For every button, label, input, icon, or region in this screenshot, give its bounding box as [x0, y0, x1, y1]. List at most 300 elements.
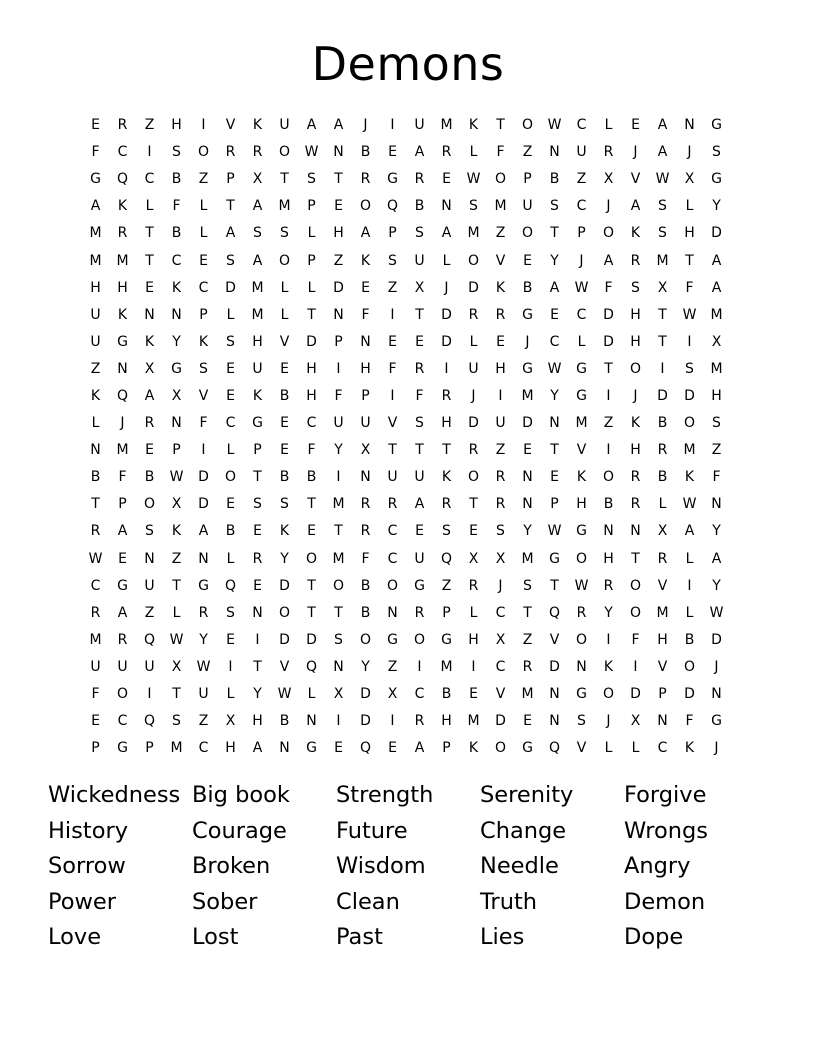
grid-letter[interactable]: D: [522, 415, 533, 432]
grid-letter[interactable]: J: [714, 740, 719, 757]
grid-letter[interactable]: I: [201, 117, 206, 134]
grid-letter[interactable]: R: [495, 306, 506, 323]
grid-letter[interactable]: W: [655, 171, 670, 188]
grid-letter[interactable]: R: [576, 604, 587, 621]
grid-letter[interactable]: N: [144, 550, 155, 567]
grid-letter[interactable]: O: [278, 252, 291, 269]
grid-letter[interactable]: N: [549, 144, 560, 161]
grid-letter[interactable]: X: [468, 550, 479, 567]
grid-letter[interactable]: Q: [386, 198, 399, 215]
grid-letter[interactable]: K: [144, 333, 155, 350]
grid-letter[interactable]: H: [630, 306, 641, 323]
grid-letter[interactable]: N: [198, 550, 209, 567]
grid-letter[interactable]: G: [117, 333, 128, 350]
grid-letter[interactable]: N: [522, 496, 533, 513]
grid-letter[interactable]: I: [390, 713, 395, 730]
grid-letter[interactable]: N: [90, 442, 101, 459]
grid-letter[interactable]: D: [684, 686, 695, 703]
grid-letter[interactable]: I: [336, 469, 341, 486]
grid-letter[interactable]: P: [145, 740, 154, 757]
grid-letter[interactable]: P: [199, 306, 208, 323]
grid-letter[interactable]: B: [549, 171, 560, 188]
grid-letter[interactable]: O: [575, 631, 588, 648]
grid-letter[interactable]: O: [278, 604, 291, 621]
grid-letter[interactable]: E: [361, 279, 370, 296]
grid-letter[interactable]: L: [604, 740, 613, 757]
grid-letter[interactable]: E: [388, 740, 397, 757]
grid-letter[interactable]: Q: [440, 550, 453, 567]
grid-letter[interactable]: A: [414, 144, 425, 161]
grid-letter[interactable]: F: [685, 713, 694, 730]
grid-letter[interactable]: Y: [253, 686, 262, 703]
grid-letter[interactable]: O: [494, 171, 507, 188]
grid-letter[interactable]: L: [442, 252, 451, 269]
grid-letter[interactable]: D: [306, 631, 317, 648]
grid-letter[interactable]: A: [360, 225, 371, 242]
grid-letter[interactable]: D: [279, 631, 290, 648]
grid-letter[interactable]: O: [629, 604, 642, 621]
grid-letter[interactable]: A: [414, 740, 425, 757]
grid-letter[interactable]: F: [334, 387, 343, 404]
grid-letter[interactable]: M: [116, 442, 129, 459]
grid-letter[interactable]: L: [199, 198, 208, 215]
grid-letter[interactable]: I: [201, 442, 206, 459]
grid-letter[interactable]: C: [387, 523, 398, 540]
grid-letter[interactable]: E: [91, 117, 100, 134]
grid-letter[interactable]: F: [307, 442, 316, 459]
grid-letter[interactable]: M: [89, 225, 102, 242]
grid-letter[interactable]: T: [172, 577, 181, 594]
grid-letter[interactable]: D: [198, 469, 209, 486]
grid-letter[interactable]: C: [576, 306, 587, 323]
grid-letter[interactable]: U: [117, 658, 128, 675]
grid-letter[interactable]: X: [144, 360, 155, 377]
grid-letter[interactable]: L: [226, 442, 235, 459]
grid-letter[interactable]: O: [413, 631, 426, 648]
grid-letter[interactable]: X: [414, 279, 425, 296]
grid-letter[interactable]: D: [684, 387, 695, 404]
grid-letter[interactable]: K: [603, 658, 614, 675]
grid-letter[interactable]: M: [89, 252, 102, 269]
grid-letter[interactable]: N: [549, 415, 560, 432]
grid-letter[interactable]: H: [603, 550, 614, 567]
grid-letter[interactable]: A: [252, 198, 263, 215]
grid-letter[interactable]: N: [279, 740, 290, 757]
grid-letter[interactable]: C: [144, 171, 155, 188]
grid-letter[interactable]: O: [629, 577, 642, 594]
grid-letter[interactable]: V: [495, 252, 506, 269]
grid-letter[interactable]: T: [523, 604, 532, 621]
grid-letter[interactable]: X: [333, 686, 344, 703]
grid-letter[interactable]: U: [495, 415, 506, 432]
grid-letter[interactable]: H: [252, 713, 263, 730]
grid-letter[interactable]: G: [711, 117, 722, 134]
grid-letter[interactable]: G: [522, 360, 533, 377]
grid-letter[interactable]: G: [441, 631, 452, 648]
grid-letter[interactable]: R: [252, 550, 263, 567]
grid-letter[interactable]: K: [576, 469, 587, 486]
grid-letter[interactable]: V: [549, 631, 560, 648]
grid-letter[interactable]: I: [336, 713, 341, 730]
grid-letter[interactable]: R: [603, 144, 614, 161]
grid-letter[interactable]: V: [198, 387, 209, 404]
grid-letter[interactable]: V: [576, 740, 587, 757]
grid-letter[interactable]: G: [522, 740, 533, 757]
grid-letter[interactable]: R: [252, 144, 263, 161]
grid-letter[interactable]: T: [442, 442, 451, 459]
grid-letter[interactable]: S: [550, 198, 559, 215]
grid-letter[interactable]: H: [711, 387, 722, 404]
grid-letter[interactable]: H: [171, 117, 182, 134]
grid-letter[interactable]: U: [387, 469, 398, 486]
grid-letter[interactable]: K: [198, 333, 209, 350]
grid-letter[interactable]: L: [469, 144, 478, 161]
grid-letter[interactable]: T: [307, 577, 316, 594]
grid-letter[interactable]: C: [495, 658, 506, 675]
grid-letter[interactable]: H: [252, 333, 263, 350]
grid-letter[interactable]: T: [253, 658, 262, 675]
grid-letter[interactable]: T: [685, 252, 694, 269]
grid-letter[interactable]: O: [521, 225, 534, 242]
grid-letter[interactable]: D: [630, 686, 641, 703]
grid-letter[interactable]: U: [90, 333, 101, 350]
grid-letter[interactable]: E: [388, 144, 397, 161]
grid-letter[interactable]: L: [631, 740, 640, 757]
grid-letter[interactable]: T: [415, 306, 424, 323]
grid-letter[interactable]: J: [606, 713, 611, 730]
grid-letter[interactable]: D: [603, 306, 614, 323]
grid-letter[interactable]: O: [467, 469, 480, 486]
grid-letter[interactable]: J: [687, 144, 692, 161]
grid-letter[interactable]: E: [523, 252, 532, 269]
grid-letter[interactable]: D: [468, 279, 479, 296]
grid-letter[interactable]: N: [576, 658, 587, 675]
grid-letter[interactable]: T: [469, 496, 478, 513]
grid-letter[interactable]: C: [225, 415, 236, 432]
grid-letter[interactable]: V: [225, 117, 236, 134]
grid-letter[interactable]: P: [226, 171, 235, 188]
grid-letter[interactable]: L: [685, 550, 694, 567]
grid-letter[interactable]: Z: [171, 550, 182, 567]
grid-letter[interactable]: M: [710, 360, 723, 377]
grid-letter[interactable]: J: [363, 117, 368, 134]
grid-letter[interactable]: F: [496, 144, 505, 161]
grid-letter[interactable]: L: [280, 279, 289, 296]
grid-letter[interactable]: E: [145, 279, 154, 296]
grid-letter[interactable]: P: [334, 333, 343, 350]
grid-letter[interactable]: N: [360, 469, 371, 486]
grid-letter[interactable]: Q: [305, 658, 318, 675]
grid-letter[interactable]: A: [144, 387, 155, 404]
grid-letter[interactable]: I: [687, 333, 692, 350]
grid-letter[interactable]: G: [387, 171, 398, 188]
grid-letter[interactable]: Q: [548, 604, 561, 621]
grid-letter[interactable]: R: [117, 631, 128, 648]
grid-letter[interactable]: T: [631, 550, 640, 567]
grid-letter[interactable]: B: [90, 469, 101, 486]
grid-letter[interactable]: M: [251, 279, 264, 296]
grid-letter[interactable]: L: [658, 496, 667, 513]
grid-letter[interactable]: L: [307, 225, 316, 242]
grid-letter[interactable]: A: [414, 496, 425, 513]
grid-letter[interactable]: T: [658, 306, 667, 323]
grid-letter[interactable]: U: [144, 577, 155, 594]
grid-letter[interactable]: C: [171, 252, 182, 269]
grid-letter[interactable]: G: [117, 740, 128, 757]
grid-letter[interactable]: K: [117, 306, 128, 323]
grid-letter[interactable]: Z: [522, 631, 533, 648]
grid-letter[interactable]: Z: [603, 415, 614, 432]
grid-letter[interactable]: B: [171, 171, 182, 188]
grid-letter[interactable]: J: [444, 279, 449, 296]
grid-letter[interactable]: C: [117, 713, 128, 730]
grid-letter[interactable]: T: [658, 333, 667, 350]
grid-letter[interactable]: R: [414, 360, 425, 377]
grid-letter[interactable]: M: [332, 496, 345, 513]
grid-letter[interactable]: N: [711, 496, 722, 513]
grid-letter[interactable]: O: [683, 658, 696, 675]
grid-letter[interactable]: M: [251, 306, 264, 323]
grid-letter[interactable]: S: [496, 523, 505, 540]
grid-letter[interactable]: S: [577, 713, 586, 730]
grid-letter[interactable]: E: [307, 523, 316, 540]
grid-letter[interactable]: G: [198, 577, 209, 594]
grid-letter[interactable]: B: [279, 713, 290, 730]
grid-letter[interactable]: N: [333, 144, 344, 161]
grid-letter[interactable]: Z: [198, 171, 209, 188]
grid-letter[interactable]: E: [523, 442, 532, 459]
grid-letter[interactable]: W: [169, 469, 184, 486]
grid-letter[interactable]: A: [684, 523, 695, 540]
grid-letter[interactable]: I: [390, 387, 395, 404]
grid-letter[interactable]: M: [656, 604, 669, 621]
grid-letter[interactable]: I: [336, 360, 341, 377]
grid-letter[interactable]: W: [88, 550, 103, 567]
grid-letter[interactable]: I: [606, 442, 611, 459]
grid-letter[interactable]: M: [278, 198, 291, 215]
grid-letter[interactable]: O: [278, 144, 291, 161]
grid-letter[interactable]: A: [252, 740, 263, 757]
grid-letter[interactable]: K: [171, 279, 182, 296]
grid-letter[interactable]: E: [253, 577, 262, 594]
grid-letter[interactable]: G: [90, 171, 101, 188]
grid-letter[interactable]: I: [390, 117, 395, 134]
grid-letter[interactable]: D: [333, 279, 344, 296]
grid-letter[interactable]: P: [442, 740, 451, 757]
grid-letter[interactable]: X: [171, 658, 182, 675]
grid-letter[interactable]: R: [90, 604, 101, 621]
grid-letter[interactable]: O: [602, 225, 615, 242]
grid-letter[interactable]: R: [198, 604, 209, 621]
grid-letter[interactable]: F: [415, 387, 424, 404]
grid-letter[interactable]: Z: [333, 252, 344, 269]
grid-letter[interactable]: P: [388, 225, 397, 242]
grid-letter[interactable]: F: [172, 198, 181, 215]
grid-letter[interactable]: P: [253, 442, 262, 459]
grid-letter[interactable]: S: [415, 415, 424, 432]
grid-letter[interactable]: E: [550, 469, 559, 486]
grid-letter[interactable]: U: [333, 415, 344, 432]
grid-letter[interactable]: Z: [441, 577, 452, 594]
grid-letter[interactable]: R: [414, 713, 425, 730]
grid-letter[interactable]: U: [90, 658, 101, 675]
grid-letter[interactable]: A: [117, 523, 128, 540]
grid-letter[interactable]: S: [388, 252, 397, 269]
grid-letter[interactable]: T: [334, 604, 343, 621]
grid-letter[interactable]: D: [549, 658, 560, 675]
grid-letter[interactable]: P: [523, 171, 532, 188]
grid-letter[interactable]: F: [685, 279, 694, 296]
grid-letter[interactable]: A: [252, 252, 263, 269]
grid-letter[interactable]: E: [91, 713, 100, 730]
grid-letter[interactable]: H: [441, 713, 452, 730]
grid-letter[interactable]: R: [657, 550, 668, 567]
grid-letter[interactable]: Y: [523, 523, 532, 540]
grid-letter[interactable]: T: [307, 496, 316, 513]
grid-letter[interactable]: K: [630, 225, 641, 242]
grid-letter[interactable]: J: [714, 658, 719, 675]
grid-letter[interactable]: V: [279, 333, 290, 350]
grid-letter[interactable]: E: [334, 740, 343, 757]
grid-letter[interactable]: S: [712, 415, 721, 432]
grid-letter[interactable]: H: [360, 360, 371, 377]
grid-letter[interactable]: L: [199, 225, 208, 242]
grid-letter[interactable]: X: [360, 442, 371, 459]
grid-letter[interactable]: L: [685, 198, 694, 215]
grid-letter[interactable]: O: [521, 117, 534, 134]
grid-letter[interactable]: P: [307, 198, 316, 215]
grid-letter[interactable]: X: [495, 550, 506, 567]
grid-letter[interactable]: G: [414, 577, 425, 594]
grid-letter[interactable]: T: [172, 686, 181, 703]
grid-letter[interactable]: X: [171, 387, 182, 404]
grid-letter[interactable]: S: [253, 225, 262, 242]
grid-letter[interactable]: D: [711, 225, 722, 242]
grid-letter[interactable]: T: [307, 604, 316, 621]
grid-letter[interactable]: N: [333, 306, 344, 323]
grid-letter[interactable]: Z: [495, 442, 506, 459]
grid-letter[interactable]: Q: [143, 713, 156, 730]
grid-letter[interactable]: G: [576, 360, 587, 377]
grid-letter[interactable]: F: [91, 686, 100, 703]
grid-letter[interactable]: R: [468, 306, 479, 323]
grid-letter[interactable]: T: [307, 306, 316, 323]
grid-letter[interactable]: E: [469, 523, 478, 540]
grid-letter[interactable]: E: [415, 333, 424, 350]
grid-letter[interactable]: O: [602, 469, 615, 486]
grid-letter[interactable]: L: [280, 306, 289, 323]
grid-letter[interactable]: N: [252, 604, 263, 621]
grid-letter[interactable]: R: [225, 144, 236, 161]
grid-letter[interactable]: R: [441, 144, 452, 161]
grid-letter[interactable]: Y: [361, 658, 370, 675]
grid-letter[interactable]: C: [198, 740, 209, 757]
grid-letter[interactable]: Q: [116, 387, 129, 404]
grid-letter[interactable]: E: [415, 523, 424, 540]
grid-letter[interactable]: K: [495, 279, 506, 296]
grid-letter[interactable]: L: [307, 686, 316, 703]
grid-letter[interactable]: U: [576, 144, 587, 161]
grid-letter[interactable]: D: [279, 577, 290, 594]
grid-letter[interactable]: U: [279, 117, 290, 134]
grid-letter[interactable]: H: [441, 415, 452, 432]
grid-letter[interactable]: S: [172, 144, 181, 161]
grid-letter[interactable]: U: [414, 550, 425, 567]
grid-letter[interactable]: T: [145, 225, 154, 242]
grid-letter[interactable]: W: [682, 306, 697, 323]
grid-letter[interactable]: R: [387, 496, 398, 513]
grid-letter[interactable]: I: [417, 658, 422, 675]
grid-letter[interactable]: T: [91, 496, 100, 513]
grid-letter[interactable]: O: [224, 469, 237, 486]
grid-letter[interactable]: U: [414, 117, 425, 134]
grid-letter[interactable]: M: [575, 415, 588, 432]
grid-letter[interactable]: A: [711, 550, 722, 567]
grid-letter[interactable]: Z: [387, 279, 398, 296]
grid-letter[interactable]: B: [225, 523, 236, 540]
grid-letter[interactable]: W: [574, 577, 589, 594]
grid-letter[interactable]: O: [629, 360, 642, 377]
grid-letter[interactable]: I: [390, 306, 395, 323]
grid-letter[interactable]: L: [577, 333, 586, 350]
grid-letter[interactable]: K: [360, 252, 371, 269]
grid-letter[interactable]: E: [388, 333, 397, 350]
grid-letter[interactable]: I: [471, 658, 476, 675]
grid-letter[interactable]: N: [360, 333, 371, 350]
grid-letter[interactable]: X: [387, 686, 398, 703]
grid-letter[interactable]: N: [144, 306, 155, 323]
grid-letter[interactable]: E: [334, 198, 343, 215]
grid-letter[interactable]: J: [633, 144, 638, 161]
grid-letter[interactable]: T: [145, 252, 154, 269]
grid-letter[interactable]: M: [494, 198, 507, 215]
grid-letter[interactable]: Z: [387, 658, 398, 675]
grid-letter[interactable]: F: [388, 360, 397, 377]
grid-letter[interactable]: L: [145, 198, 154, 215]
grid-letter[interactable]: T: [604, 360, 613, 377]
grid-letter[interactable]: Q: [224, 577, 237, 594]
grid-letter[interactable]: Q: [143, 631, 156, 648]
grid-letter[interactable]: R: [441, 496, 452, 513]
grid-letter[interactable]: A: [711, 252, 722, 269]
grid-letter[interactable]: A: [630, 198, 641, 215]
grid-letter[interactable]: S: [415, 225, 424, 242]
grid-letter[interactable]: F: [118, 469, 127, 486]
grid-letter[interactable]: R: [495, 496, 506, 513]
grid-letter[interactable]: E: [496, 333, 505, 350]
grid-letter[interactable]: R: [144, 415, 155, 432]
grid-letter[interactable]: H: [495, 360, 506, 377]
grid-letter[interactable]: Y: [712, 577, 721, 594]
grid-letter[interactable]: E: [199, 252, 208, 269]
grid-letter[interactable]: I: [687, 577, 692, 594]
grid-letter[interactable]: U: [522, 198, 533, 215]
grid-letter[interactable]: R: [360, 496, 371, 513]
grid-letter[interactable]: J: [120, 415, 125, 432]
grid-letter[interactable]: E: [523, 713, 532, 730]
grid-letter[interactable]: R: [441, 387, 452, 404]
grid-letter[interactable]: E: [631, 117, 640, 134]
grid-letter[interactable]: T: [496, 117, 505, 134]
grid-letter[interactable]: W: [709, 604, 724, 621]
grid-letter[interactable]: I: [606, 631, 611, 648]
grid-letter[interactable]: N: [684, 117, 695, 134]
grid-letter[interactable]: Y: [199, 631, 208, 648]
grid-letter[interactable]: Q: [116, 171, 129, 188]
grid-letter[interactable]: N: [630, 523, 641, 540]
grid-letter[interactable]: K: [279, 523, 290, 540]
grid-letter[interactable]: X: [252, 171, 263, 188]
